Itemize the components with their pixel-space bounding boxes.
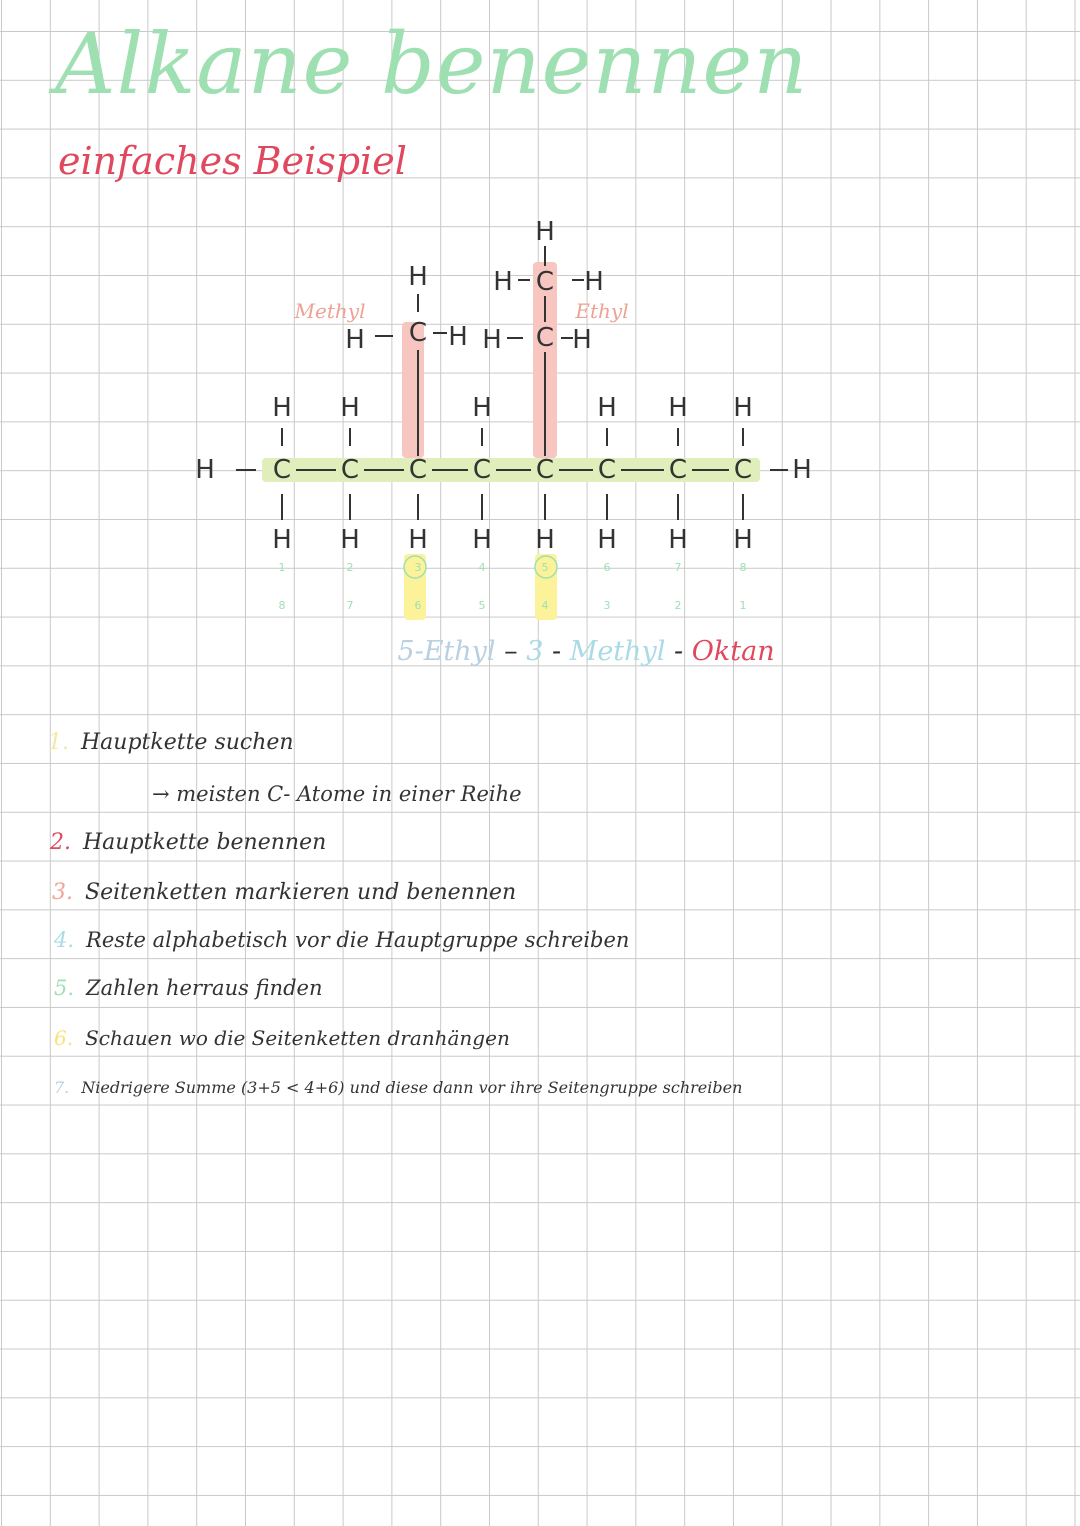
carbon-atom: C xyxy=(535,267,555,297)
step-text: Reste alphabetisch vor die Hauptgruppe schreiben xyxy=(86,928,630,952)
step-text: Zahlen herraus finden xyxy=(86,976,323,1000)
hydrogen-atom: H xyxy=(448,322,468,352)
ethyl-part: 5-Ethyl xyxy=(397,636,496,667)
numbering-left-to-right: 2 xyxy=(346,561,354,574)
carbon-atom: C xyxy=(408,455,428,485)
numbering-left-to-right: 3 xyxy=(414,561,422,574)
carbon-atom: C xyxy=(535,455,555,485)
step-text: Seitenketten markieren und benennen xyxy=(85,880,517,905)
step-item xyxy=(52,880,516,905)
numbering-left-to-right: 6 xyxy=(603,561,611,574)
hydrogen-atom: H xyxy=(535,525,555,555)
hydrogen-atom: H xyxy=(345,325,365,355)
step-item xyxy=(54,1078,742,1097)
hydrogen-atom: H xyxy=(340,525,360,555)
hydrogen-atom: H xyxy=(408,525,428,555)
dash: - xyxy=(665,636,692,667)
numbering-right-to-left: 5 xyxy=(478,599,486,612)
hydrogen-atom: H xyxy=(272,393,292,423)
step-text: Niedrigere Summe (3+5 < 4+6) und diese dann vor ihre Seitengruppe schreiben xyxy=(81,1078,743,1097)
numbering-right-to-left: 7 xyxy=(346,599,354,612)
hydrogen-atom: H xyxy=(668,393,688,423)
hydrogen-atom: H xyxy=(472,393,492,423)
step-number: 1. xyxy=(48,730,69,755)
carbon-atom: C xyxy=(535,323,555,353)
step-item xyxy=(54,976,322,1000)
hydrogen-atom: H xyxy=(792,455,812,485)
numbering-left-to-right: 1 xyxy=(278,561,286,574)
carbon-atom: C xyxy=(597,455,617,485)
page-subtitle: einfaches Beispiel xyxy=(58,139,407,183)
step-text: Hauptkette suchen xyxy=(81,730,294,755)
step-item xyxy=(54,928,629,952)
numbering-left-to-right: 5 xyxy=(541,561,549,574)
dash: – xyxy=(495,636,527,667)
numbering-left-to-right: 8 xyxy=(739,561,747,574)
parent-name: Oktan xyxy=(691,636,775,667)
step-number: 4. xyxy=(54,928,75,952)
hydrogen-atom: H xyxy=(482,325,502,355)
hydrogen-atom: H xyxy=(535,217,555,247)
methyl-label: Methyl xyxy=(294,299,366,323)
step-item xyxy=(152,782,522,806)
hydrogen-atom: H xyxy=(597,525,617,555)
numbering-right-to-left: 3 xyxy=(603,599,611,612)
page-title: Alkane benennen xyxy=(55,15,809,113)
dash: - xyxy=(543,636,570,667)
hydrogen-atom: H xyxy=(340,393,360,423)
hydrogen-atom: H xyxy=(584,267,604,297)
step-number: 5. xyxy=(54,976,75,1000)
hydrogen-atom: H xyxy=(572,325,592,355)
step-number: 6. xyxy=(54,1026,74,1050)
numbering-right-to-left: 2 xyxy=(674,599,682,612)
carbon-atom: C xyxy=(733,455,753,485)
numbering-left-to-right: 7 xyxy=(674,561,682,574)
numbering-right-to-left: 4 xyxy=(541,599,549,612)
ethyl-label: Ethyl xyxy=(575,299,629,323)
carbon-atom: C xyxy=(472,455,492,485)
numbering-right-to-left: 6 xyxy=(414,599,422,612)
carbon-atom: C xyxy=(668,455,688,485)
hydrogen-atom: H xyxy=(733,525,753,555)
hydrogen-atom: H xyxy=(733,393,753,423)
numbering-left-to-right: 4 xyxy=(478,561,486,574)
step-text: Schauen wo die Seitenketten dranhängen xyxy=(85,1026,510,1050)
step-text: Hauptkette benennen xyxy=(83,830,327,855)
hydrogen-atom: H xyxy=(272,525,292,555)
methyl-part: Methyl xyxy=(569,636,666,667)
hydrogen-atom: H xyxy=(408,262,428,292)
hydrogen-atom: H xyxy=(668,525,688,555)
step-item xyxy=(50,830,326,855)
carbon-atom: C xyxy=(272,455,292,485)
numbering-right-to-left: 1 xyxy=(739,599,747,612)
methyl-locant: 3 xyxy=(526,636,544,667)
hydrogen-atom: H xyxy=(493,267,513,297)
step-number: 3. xyxy=(52,880,73,905)
step-item xyxy=(54,1026,510,1050)
step-number: 2. xyxy=(50,830,71,855)
numbering-right-to-left: 8 xyxy=(278,599,286,612)
hydrogen-atom: H xyxy=(597,393,617,423)
carbon-atom: C xyxy=(340,455,360,485)
hydrogen-atom: H xyxy=(472,525,492,555)
hydrogen-atom: H xyxy=(195,455,215,485)
step-text: → meisten C- Atome in einer Reihe xyxy=(152,782,522,806)
step-number: 7. xyxy=(54,1078,70,1097)
carbon-atom: C xyxy=(408,318,428,348)
step-item xyxy=(48,730,294,755)
